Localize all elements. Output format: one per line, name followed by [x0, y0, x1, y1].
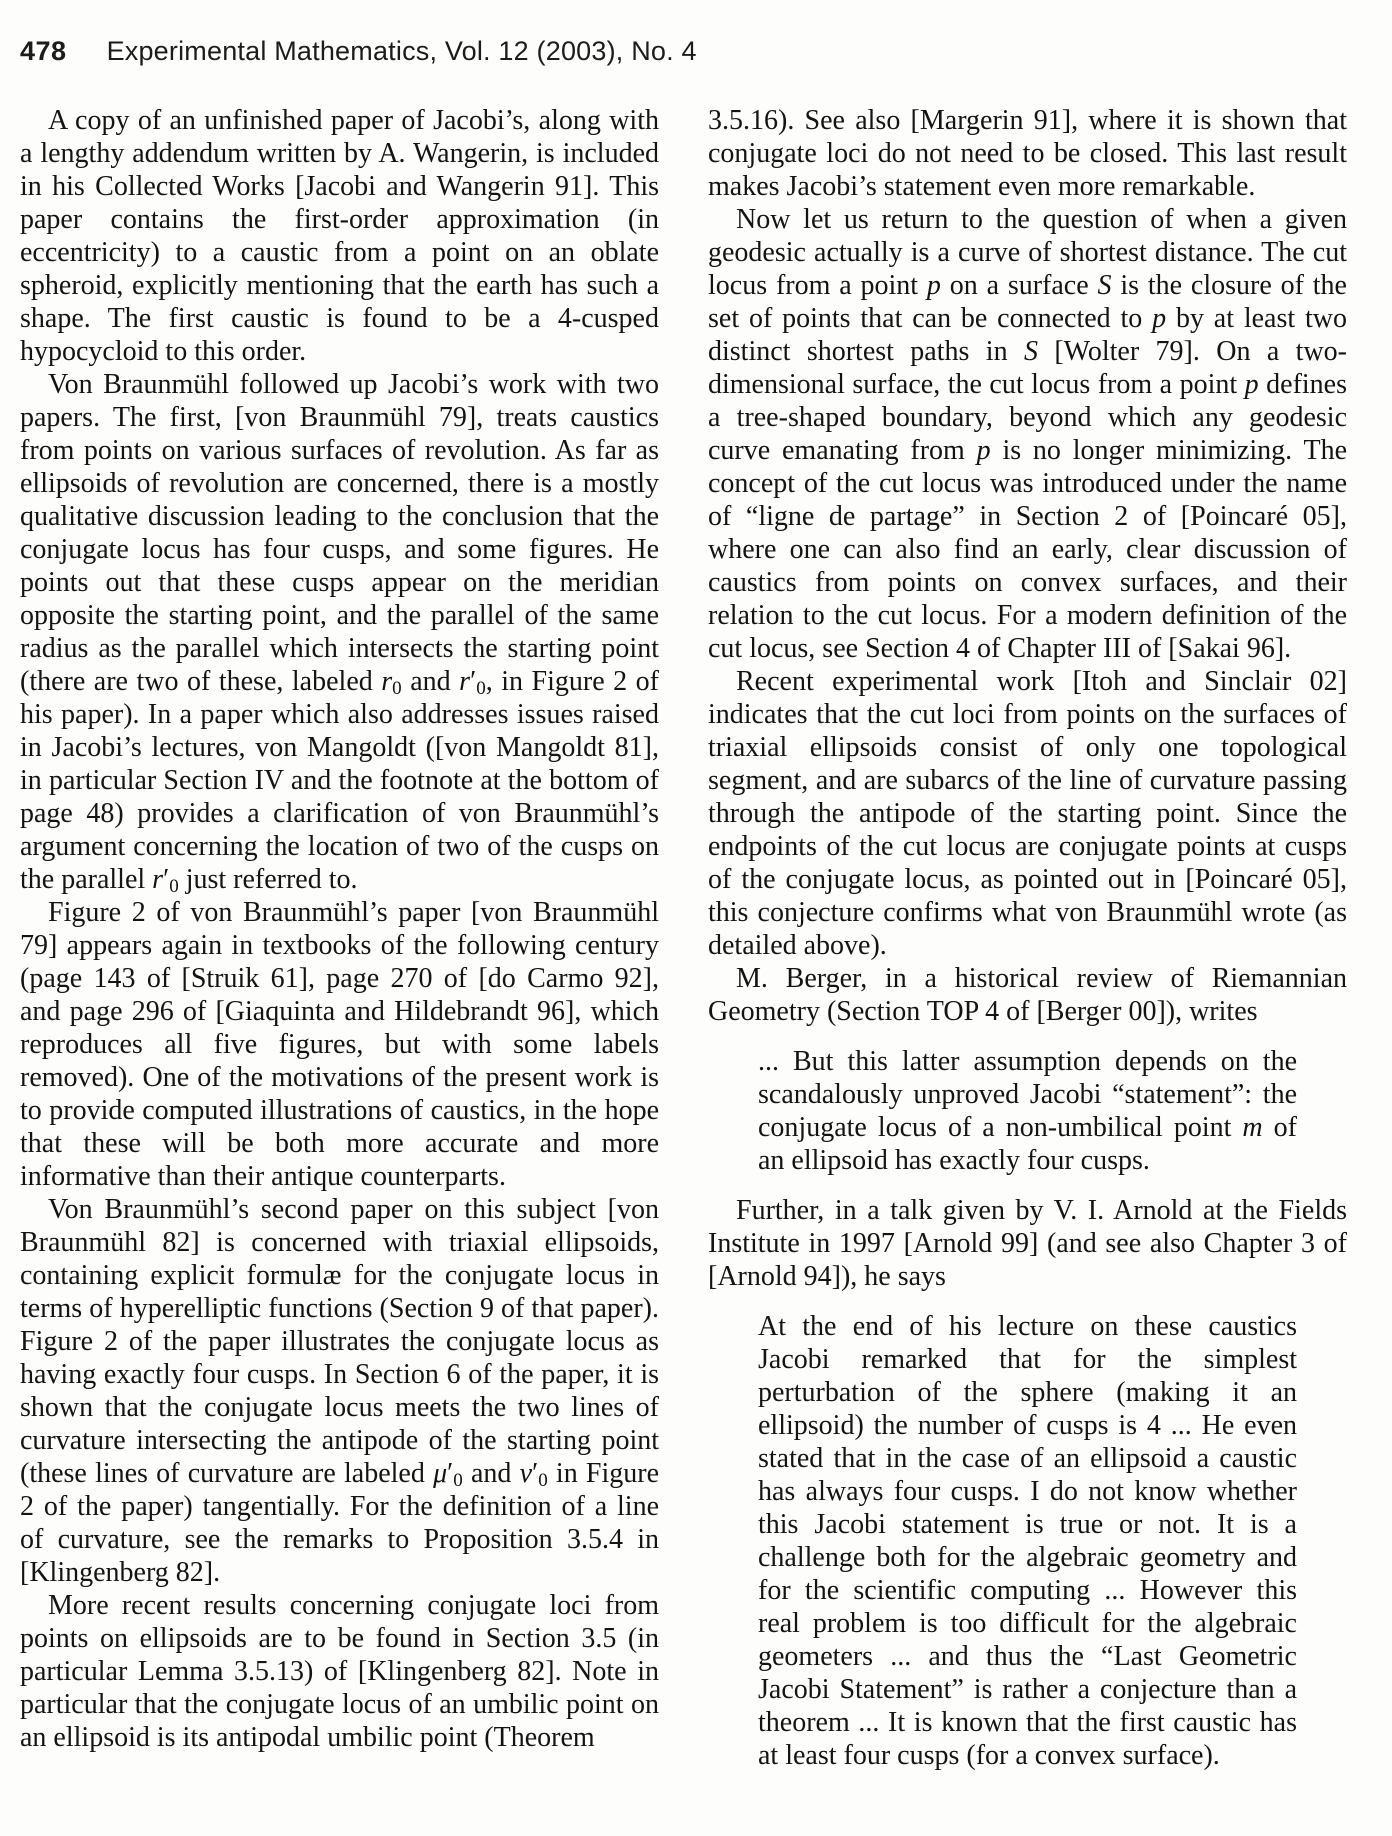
paragraph: A copy of an unfinished paper of Jacobi’s, along with a lengthy addendum written by A. Wangerin, is included in his Collected Works [Jacobi and Wangerin 91]. This paper contains the first-order approximation (in eccentricity) to a caustic from a point on an oblate spheroid, explicitly mentioning that the earth has such a shape. The first caustic is found to be a 4-cusped hypocycloid to this order.: [20, 105, 659, 367]
paragraph: Recent experimental work [Itoh and Sinclair 02] indicates that the cut loci from points on the surfaces of triaxial ellipsoids consist of only one topological segment, and are subarcs of the line of curvature passing through the antipode of the starting point. Since the endpoints of the cut locus are conjugate points at cusps of the conjugate locus, as pointed out in [Poincaré 05], this conjecture confirms what von Braunmühl wrote (as detailed above).: [708, 666, 1347, 961]
journal-title: Experimental Mathematics, Vol. 12 (2003), No. 4: [106, 36, 697, 66]
two-column-body: [20, 104, 1347, 1789]
paragraph: Further, in a talk given by V. I. Arnold at the Fields Institute in 1997 [Arnold 99] (and see also Chapter 3 of [Arnold 94]), he says: [708, 1195, 1347, 1292]
paragraph: Von Braunmühl’s second paper on this subject [von Braunmühl 82] is concerned with triaxial ellipsoids, containing explicit formulæ for the conjugate locus in terms of hyperelliptic functions (Section 9 of that paper). Figure 2 of the paper illustrates the conjugate locus as having exactly four cusps. In Section 6 of the paper, it is shown that the conjugate locus meets the two lines of curvature intersecting the antipode of the starting point (these lines of curvature are labeled $\mu'_0$ and $\nu'_0$ in Figure 2 of the paper) tangentially. For the definition of a line of curvature, see the remarks to Proposition 3.5.4 in [Klingenberg 82].: [20, 1194, 660, 1588]
paragraph: More recent results concerning conjugate loci from points on ellipsoids are to be found in Section 3.5 (in particular Lemma 3.5.13) of [Klingenberg 82]. Note in particular that the conjugate locus of an umbilic point on an ellipsoid is its antipodal umbilic point (Theorem: [20, 1590, 659, 1753]
paragraph: Figure 2 of von Braunmühl’s paper [von Braunmühl 79] appears again in textbooks of the following century (page 143 of [Struik 61], page 270 of [do Carmo 92], and page 296 of [Giaquinta and Hildebrandt 96], which reproduces all five figures, but with some labels removed). One of the motivations of the present work is to provide computed illustrations of caustics, in the hope that these will be both more accurate and more informative than their antique counterparts.: [20, 897, 659, 1192]
page-number: 478: [20, 36, 67, 66]
running-header: [20, 36, 1352, 66]
paragraph: M. Berger, in a historical review of Riemannian Geometry (Section TOP 4 of [Berger 00]), writes: [708, 963, 1347, 1027]
paragraph: Now let us return to the question of when a given geodesic actually is a curve of shortest distance. The cut locus from a point p on a surface S is the closure of the set of points that can be connected to p by at least two distinct shortest paths in S [Wolter 79]. On a two-dimensional surface, the cut locus from a point p defines a tree-shaped boundary, beyond which any geodesic curve emanating from p is no longer minimizing. The concept of the cut locus was introduced under the name of “ligne de partage” in Section 2 of [Poincaré 05], where one can also find an early, clear discussion of caustics from points on convex surfaces, and their relation to the cut locus. For a modern definition of the cut locus, see Section 4 of Chapter III of [Sakai 96].: [708, 204, 1347, 664]
block-quote: At the end of his lecture on these caustics Jacobi remarked that for the simplest perturbation of the sphere (making it an ellipsoid) the number of cusps is 4 ... He even stated that in the case of an ellipsoid a caustic has always four cusps. I do not know whether this Jacobi statement is true or not. It is a challenge both for the algebraic geometry and for the scientific computing ... However this real problem is too difficult for the algebraic geometers ... and thus the “Last Geometric Jacobi Statement” is rather a conjecture than a theorem ... It is known that the first caustic has at least four cusps (for a convex surface).: [758, 1311, 1297, 1771]
block-quote: ... But this latter assumption depends on the scandalously unproved Jacobi “statement”: the conjugate locus of a non-umbilical point m of an ellipsoid has exactly four cusps.: [758, 1046, 1297, 1176]
paragraph: 3.5.16). See also [Margerin 91], where it is shown that conjugate loci do not need to be closed. This last result makes Jacobi’s statement even more remarkable.: [708, 105, 1347, 202]
left-column: [20, 104, 659, 1789]
paragraph: Von Braunmühl followed up Jacobi’s work with two papers. The first, [von Braunmühl 79], treats caustics from points on various surfaces of revolution. As far as ellipsoids of revolution are concerned, there is a mostly qualitative discussion leading to the conclusion that the conjugate locus has four cusps, and some figures. He points out that these cusps appear on the meridian opposite the starting point, and the parallel of the same radius as the parallel which intersects the starting point (there are two of these, labeled $r_0$ and $r'_0$, in Figure 2 of his paper). In a paper which also addresses issues raised in Jacobi’s lectures, von Mangoldt ([von Mangoldt 81], in particular Section IV and the footnote at the bottom of page 48) provides a clarification of von Braunmühl’s argument concerning the location of two of the cusps on the parallel $r'_0$ just referred to.: [20, 369, 659, 898]
right-column: [708, 104, 1347, 1789]
